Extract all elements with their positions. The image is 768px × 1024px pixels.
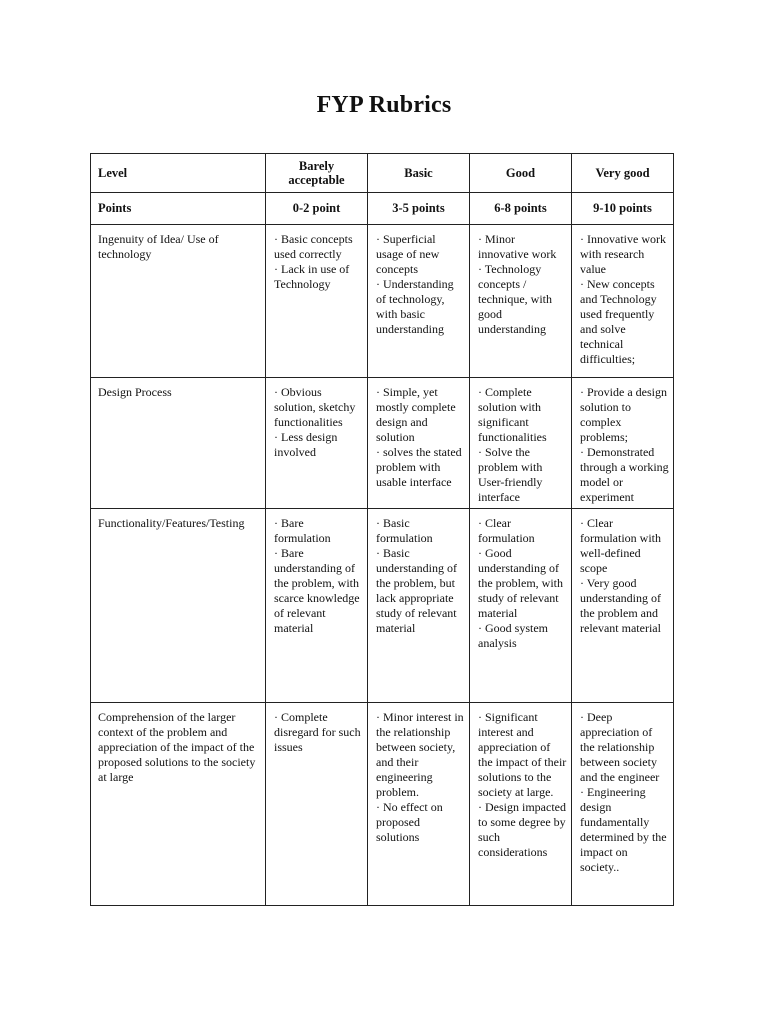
header-row [91,154,674,193]
descriptor-item: · Lack in use of Technology [274,262,350,291]
descriptor-cell [368,378,470,509]
descriptor-item: · Basic concepts used correctly [274,232,353,261]
points-very-good: 9-10 points [572,193,674,225]
header-level-label: Level [91,154,266,193]
page-title: FYP Rubrics [316,92,452,118]
points-label: Points [91,193,266,225]
descriptor-cell [572,378,674,509]
descriptor-cell [470,225,572,378]
descriptor-item: · Significant interest and appreciation of the impact of their solutions to the society at large. [478,710,567,799]
rubric-table [90,153,674,906]
descriptor-item: · Minor interest in the relationship between society, and their engineering problem. [376,710,464,799]
criterion-cell: Comprehension of the larger context of the problem and appreciation of the impact of the proposed solutions to the society at large [91,703,266,906]
descriptor-item: · Bare formulation [274,516,331,545]
descriptor-cell [266,225,368,378]
descriptor-cell [572,509,674,703]
descriptor-item: · Complete disregard for such issues [274,710,361,754]
descriptor-item: · Good understanding of the problem, with study of relevant material [478,546,563,620]
descriptor-item: · Obvious solution, sketchy functionalities [274,385,356,429]
criterion-cell: Ingenuity of Idea/ Use of technology [91,225,266,378]
header-basic: Basic [368,154,470,193]
descriptor-item: · New concepts and Technology used frequently and solve technical difficulties; [580,277,657,366]
descriptor-item: · Superficial usage of new concepts [376,232,440,276]
rubric-row-ingenuity [91,225,674,378]
descriptor-cell [368,509,470,703]
descriptor-item: · solves the stated problem with usable interface [376,445,462,489]
descriptor-cell [572,225,674,378]
rubric-row-design-process [91,378,674,509]
descriptor-item: · Basic formulation [376,516,433,545]
descriptor-item: · Solve the problem with User-friendly interface [478,445,543,504]
descriptor-cell [470,378,572,509]
descriptor-item: · Bare understanding of the problem, with scarce knowledge of relevant material [274,546,360,635]
descriptor-cell [266,509,368,703]
points-row [91,193,674,225]
descriptor-item: · Technology concepts / technique, with good understanding [478,262,552,336]
descriptor-cell [572,703,674,906]
descriptor-cell [470,703,572,906]
descriptor-item: · Simple, yet mostly complete design and solution [376,385,456,444]
descriptor-item: · Demonstrated through a working model or experiment [580,445,669,504]
criterion-cell: Functionality/Features/Testing [91,509,266,703]
descriptor-item: · Clear formulation [478,516,535,545]
descriptor-cell [368,703,470,906]
descriptor-item: · Provide a design solution to complex problems; [580,385,667,444]
points-barely-acceptable: 0-2 point [266,193,368,225]
descriptor-item: · Innovative work with research value [580,232,666,276]
descriptor-item: · Minor innovative work [478,232,557,261]
descriptor-item: · Clear formulation with well-defined scope [580,516,661,575]
descriptor-item: · No effect on proposed solutions [376,800,443,844]
descriptor-item: · Basic understanding of the problem, but lack appropriate study of relevant material [376,546,457,635]
descriptor-cell [470,509,572,703]
points-good: 6-8 points [470,193,572,225]
descriptor-cell [266,378,368,509]
descriptor-item: · Very good understanding of the problem and relevant material [580,576,661,635]
descriptor-item: · Design impacted to some degree by such considerations [478,800,566,859]
header-barely-acceptable: Barely acceptable [266,154,368,193]
descriptor-cell [368,225,470,378]
rubric-row-comprehension [91,703,674,906]
descriptor-item: · Understanding of technology, with basic understanding [376,277,454,336]
descriptor-item: · Deep appreciation of the relationship between society and the engineer [580,710,660,784]
rubric-row-functionality [91,509,674,703]
header-very-good: Very good [572,154,674,193]
descriptor-item: · Less design involved [274,430,338,459]
criterion-cell: Design Process [91,378,266,509]
descriptor-item: · Good system analysis [478,621,548,650]
header-good: Good [470,154,572,193]
descriptor-item: · Complete solution with significant functionalities [478,385,547,444]
points-basic: 3-5 points [368,193,470,225]
descriptor-item: · Engineering design fundamentally determined by the impact on society.. [580,785,667,874]
descriptor-cell [266,703,368,906]
